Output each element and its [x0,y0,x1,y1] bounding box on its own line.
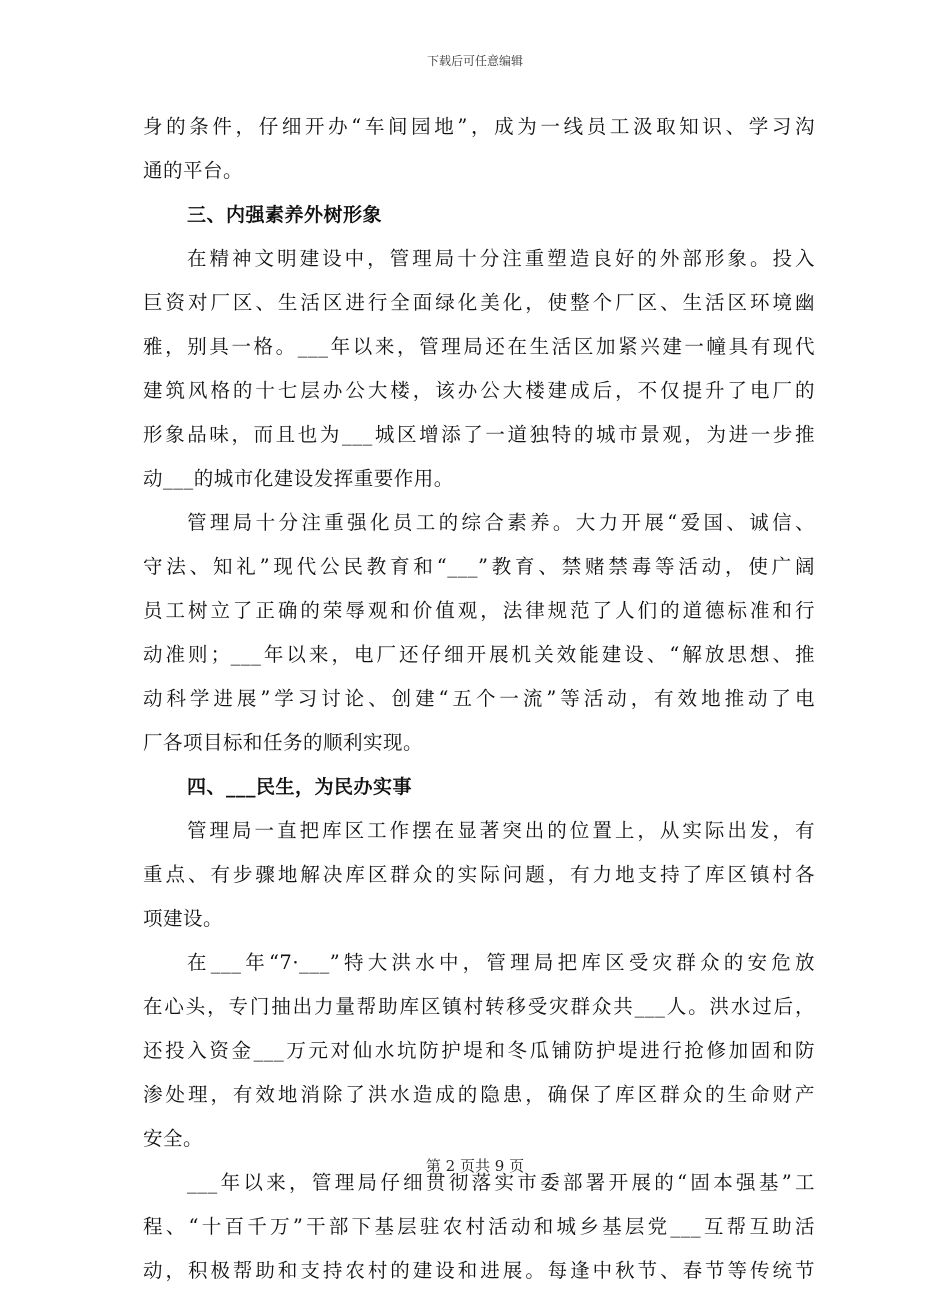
paragraph-line: 形象品味，而且也为___城区增添了一道独特的城市景观，为进一步推 [143,423,815,446]
paragraph-line: 在精神文明建设中，管理局十分注重塑造良好的外部形象。投入 [187,247,815,270]
paragraph-line: 雅，别具一格。___年以来，管理局还在生活区加紧兴建一幢具有现代 [143,335,815,358]
document-body [143,105,815,1293]
paragraph-line: 管理局一直把库区工作摆在显著突出的位置上，从实际出发，有 [187,819,815,842]
paragraph-line: 建筑风格的十七层办公大楼，该办公大楼建成后，不仅提升了电厂的 [143,379,815,402]
page-number: 第 2 页共 9 页 [425,1157,525,1175]
paragraph-line: 程、“十百千万”干部下基层驻农村活动和城乡基层党___互帮互助活 [143,1215,815,1238]
paragraph-line: 重点、有步骤地解决库区群众的实际问题，有力地支持了库区镇村各 [143,863,815,886]
paragraph-line: 管理局十分注重强化员工的综合素养。大力开展“爱国、诚信、 [187,511,815,534]
paragraph-line: 巨资对厂区、生活区进行全面绿化美化，使整个厂区、生活区环境幽 [143,291,815,314]
paragraph-line: 动___的城市化建设发挥重要作用。 [143,467,454,490]
page-header: 下载后可任意编辑 [426,54,523,68]
paragraph-line: 动，积极帮助和支持农村的建设和进展。每逢中秋节、春节等传统节 [143,1259,815,1282]
paragraph-line: 项建设。 [143,907,224,930]
paragraph-line: 渗处理，有效地消除了洪水造成的隐患，确保了库区群众的生命财产 [143,1083,815,1106]
paragraph-line: 守法、知礼”现代公民教育和“___”教育、禁赌禁毒等活动，使广阔 [143,555,815,578]
paragraph-line: 在心头，专门抽出力量帮助库区镇村转移受灾群众共___人。洪水过后， [143,995,815,1018]
paragraph-line: 动准则；___年以来，电厂还仔细开展机关效能建设、“解放思想、推 [143,643,815,666]
paragraph-line: 通的平台。 [143,159,244,182]
section-heading: 四、___民生，为民办实事 [187,776,413,798]
paragraph-line: 在___年“7·___”特大洪水中，管理局把库区受灾群众的安危放 [187,951,815,974]
paragraph-line: 还投入资金___万元对仙水坑防护堤和冬瓜铺防护堤进行抢修加固和防 [143,1039,815,1062]
paragraph-line: ___年以来，管理局仔细贯彻落实市委部署开展的“固本强基”工 [187,1171,815,1194]
paragraph-line: 员工树立了正确的荣辱观和价值观，法律规范了人们的道德标准和行 [143,599,815,622]
paragraph-line: 身的条件，仔细开办“车间园地”，成为一线员工汲取知识、学习沟 [143,115,815,138]
paragraph-line: 动科学进展”学习讨论、创建“五个一流”等活动，有效地推动了电 [143,687,815,710]
paragraph-line: 厂各项目标和任务的顺利实现。 [143,731,424,754]
section-heading: 三、内强素养外树形象 [187,204,383,226]
paragraph-line: 安全。 [143,1127,204,1150]
